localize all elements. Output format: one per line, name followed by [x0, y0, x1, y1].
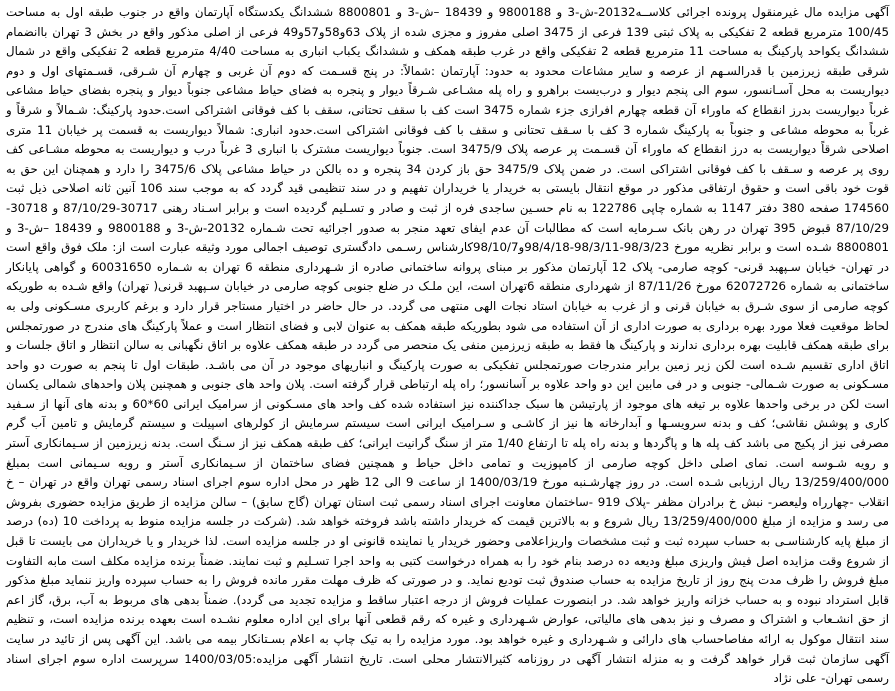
auction-notice-body: آگهی مزایده مال غیرمنقول پرونده اجرائی کلاســه20132-ش-3 و 9800188 و 18439 –ش-3 و 8800801 ششدانگ یکدستگاه آپارتمان واقع در جنوب طبقه اول به مساحت 100/45 مترمربع قطعه 2 تفکیکی به پلاک ثبتی 139 فرعی از 3475 اصلی مفروز و مجزی شده از پلاک 63و58و57و49 فرعی از اصلی مذکور واقع در بخش 3 تهران باانضمام ششدانگ یکواحد پارکینگ به مساحت 11 مترمربع قطعه 2 تفکیکی واقع در غرب طبقه همکف و ششدانگ یکباب انباری به مساحت 4/40 مترمربع قطعه 2 تفکیکی واقع در شمال شرقی طبقه زیرزمین با قدرالسـهم از عرصه و سایر مشاعات محدود به حدود: آپارتمان :شمالاً: در پنج قسـمت که دوم آن غربی و چهارم آن شـرقی، قسـمتهای اول و دوم دیواریست به محل آسـانسور، سوم الی پنجم دیوار و درب‌یست براهرو و راه پله مشـاعی شـرقاً دیوار و پنجره به فضای حیاط مشاعی جنوباً دیوار و پنجره بفضای حیاط مشاعی غرباً دیواریست بدرز انقطاع که ماوراء آن قطعه چهارم افرازی جزء شماره 3475 است کف با سقف تحتانی، سقف با کف فوقانی اشتراکی است.حدود پارکینگ: شـمالاً و شرقاً و غرباً به محوطه مشاعی و جنوباً به پارکینگ شماره 3 کف با سـقف تحتانی و سقف با کف فوقانی اشتراکی است.حدود انباری: شمالاً دیواریست به قسمت پر خیابان 11 متری اصلاحی شرقاً دیواریست به درز انقطاع که ماوراء آن قسـمت پر عرصه پلاک 3475/9 است. جنوباً دیواریست مشترک با انباری 3 غرباً درب و دیواریست به محوطه مشـاعی کف روی پر عرصه و سـقف با کف فوقانی اشتراکی است. در ضمن پلاک 3475/9 حق باز کردن 34 پنجره و ده بالکن در حیاط مشاعی پلاک 3475/6 را دارد و همچنان این حق به قوت خود باقی است و حقوق ارتفاقی مذکور در موقع انتقال بایستی به خریدار یا خریداران تفهیم و در سند تنظیمی قید گردد که به موجب سند 106 آنین ثانه اصلاحی ذیل ثبت 174560 صفحه 380 دفتر 1147 به شماره چاپی 122786 به نام حسـین ساجدی فره از ثبت و صادر و تسـلیم گردیده است و برابر اسـناد رهنی 30717-87/10/29 و 30718-87/10/29 قبوض 395 تهران در رهن بانک سـرمایه است که مطالبات آن عدم ایفای تعهد منجر به صدور اجرائیه تحت شـماره 20132-ش-3 و 9800188 و 18439 –ش-3 و 8800801 شـده است و برابر نظریه مورخ 98/3/23-98/3/11-98/4/18و98/10/7کارشناس رسـمی دادگستری توصیف اجمالی مورد وثیقه عبارت است از: ملک فوق واقع است در تهران- خیابان سـپهبد قرنی- کوچه صارمی- پلاک 12 آپارتمان مذکور بر مبنای پروانه ساختمانی صادره از شـهرداری منطقه 6 تهران به شـماره 60031650 و گواهی پایانکار ساختمانی به شماره 62072726 مورخ 87/11/26 از شهرداری منطقه 6تهران است، این ملـک در ضلع جنوبی کوچه صارمی در خیابان سـپهبد قرنی( تهران) واقع شـده به طوریکه کوچه صارمی از سوی شـرق به خیابان قرنی و از غرب به خیابان استاد نجات الهی منتهی می گردد. در حال حاضر در اختیار مستاجر قرار دارد و برغم کاربری مسـکونی ولی به لحاظ موقعیت فعلا مورد بهره برداری به صورت اداری از آن استفاده می شود بطوریکه طبقه همکف به عنوان لابی و فضای انتظار است و عملاً پارکینگ های مندرج در صورتمجلس برای طبقه همکف قابلیت بهره برداری ندارند و پارکینگ ها فقط به طبقه زیرزمین منفی یک منحصر می گردد در طبقه همکف علاوه بر اتاق نگهبانی به سالن انتظار و اتاق جلسات و اتاق اداری تقسیم شـده است لکن زیر زمین برابر مندرجات صورتمجلس تفکیکی به صورت پارکینگ و انباریهای موجود در آن می باشـد. طبقات اول تا پنجم به صورت دو واحد مسـکونی به صورت شـمالی- جنوبی و در فی مابین این دو واحد علاوه بر آسانسور؛ راه پله ارتباطی قرار گرفته است. پلان واحد های جنوبی و همچنین پلان واحدهای شمالی یکسان است لکن در برخی واحدها علاوه بر تیغه های موجود از پارتیشن ها سبک جداکننده نیز استفاده شده کف واحد های مسـکونی از سرامیک ایرانی 60*60 و بدنه های آنها از سـفید کاری و پوشش نقاشی؛ کف و بدنه سرویسـها و آبدارخانه ها نیز از کاشـی و سـرامیک ایرانی است سیستم سرمایش از کولرهای اسپیلت و سیستم گرمایش و تامین آب گرم مصرفی نیز از پکیج می باشد کف پله ها و پاگردها و بدنه راه پله تا ارتفاع 1/40 متر از سنگ گرانیت ایرانی؛ کف طبقه همکف نیز از سـنگ است. بدنه زیرزمین از سـیمانکاری آستر و رویه شـوسه است. نمای اصلی داخل کوچه صارمی از کامپوزیت و تمامی داخل حیاط و همچنین فضای ساختمان از سـیمانکاری آستر و رویه سـیمانی است بمبلغ 13/259/400/000 ریال ارزیابی شـده است. در روز چهارشـنبه مورخ 1400/03/19 از ساعت 9 الی 12 ظهر در محل اداره سوم اجرای اسناد رسمی تهران واقع در تهران – خ انقلاب -چهارراه ولیعصر- نبش خ برادران مظفر -پلاک 919 -ساختمان معاونت اجرای اسناد رسمی ثبت استان تهران (گاج سابق) – سالن مزایده از طریق مزایده حضوری بفروش می رسد و مزایده از مبلغ 13/259/400/000 ریال شروع و به بالاترین قیمت که خریدار داشته باشد فروخته خواهد شد. (شرکت در جلسه مزایده منوط به پرداخت 10 (ده) درصد از مبلغ پایه کارشناسـی به حساب سپرده ثبت و ثبت مشخصات واریزاعلامی وحضور خریدار یا نماینده قانونی او در جلسه مزایده است. لذا خریدار و یا خریداران می بایست تا قبل از شروع وقت مزایده اصل فیش واریزی مبلغ ودیعه ده درصد بنام خود را به همراه درخواست کتبی به واحد اجرا تسـلیم و ثبت نمایند. ضمناً برنده مزایده مکلف است مابه التفاوت مبلغ فروش را ظرف مدت پنج روز از تاریخ مزایده به حساب صندوق ثبت تودیع نماید. و در صورتی که ظرف مهلت مقرر مانده فروش را به حساب سپرده واریز ننماید مبلغ مذکور قابل استرداد نبوده و به حساب خزانه واریز خواهد شد. در ابنصورت عملیات فروش از درجه اعتبار ساقط و مزایده تجدید می گردد). ضمناً بدهی های مربوط به آب، برق، گاز اعم از حق انشـعاب و اشتراک و مصرف و نیز بدهی های مالیاتی، عوارض شـهرداری و غیره که رقم قطعی آنها برای این اداره معلوم نشـده است بعهده برنده مزایده است، و تنظیم سند انتقال موکول به ارائه مفاصاحساب های دارائی و شـهرداری و غیره خواهد بود. مورد مزایده را به تیک چاپ به اعلام بسـتانکار بیمه می باشد. این آگهی پس از تائید در سایت آگهی سازمان ثبت قرار خواهد گرفت و به منزله انتشار آگهی در روزنامه کثیرالانتشار محلی است. تاریخ انتشار آگهی مزایده:1400/03/05 سرپرست اداره سوم اجرای اسناد رسمی تهران- علی نژاد [6, 5, 890, 686]
